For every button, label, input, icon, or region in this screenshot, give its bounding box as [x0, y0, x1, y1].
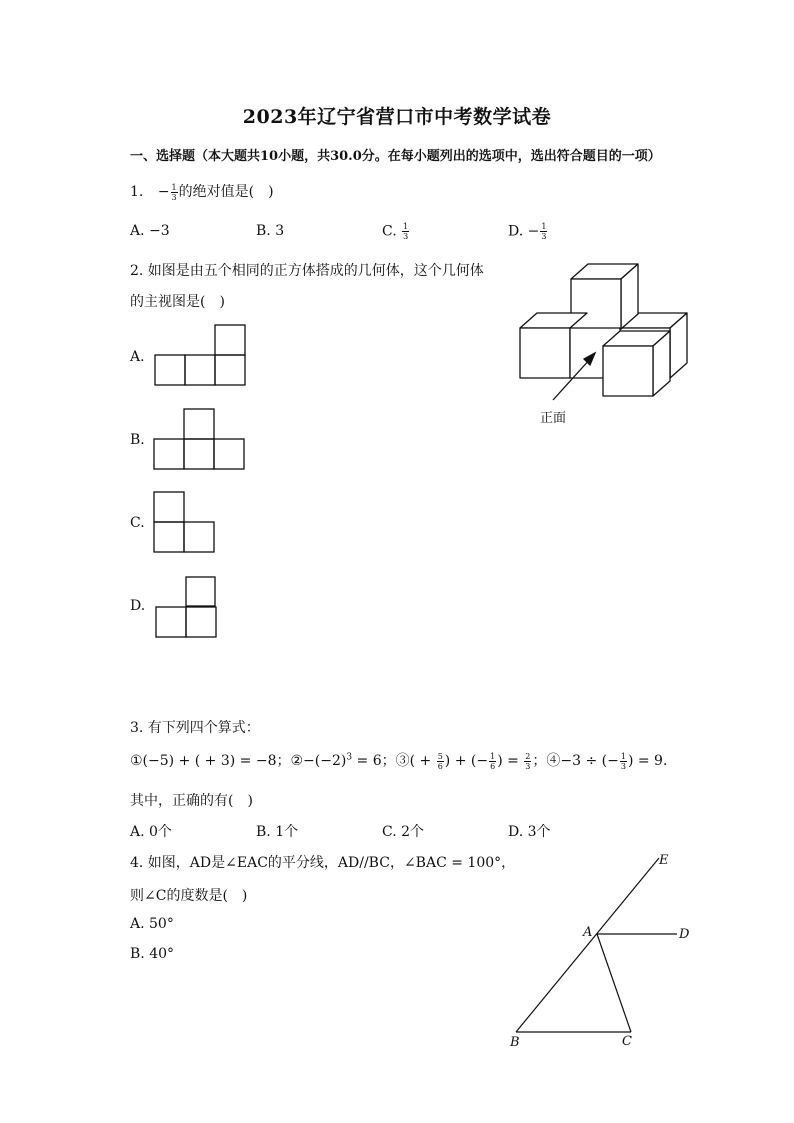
q1-number: 1. — [130, 184, 144, 200]
q4-geometry-figure — [500, 850, 700, 1050]
q2-line1: 2. 如图是由五个相同的正方体搭成的几何体，这个几何体 — [130, 263, 484, 279]
point-c-label: C — [622, 1034, 632, 1049]
q1-option-c-fraction: $\frac{1}{3}$ — [403, 222, 409, 241]
point-d-label: D — [679, 927, 690, 942]
q4-option-a: A. 50° — [130, 916, 174, 932]
q1-fraction: $\frac{1}{3}$ — [171, 182, 177, 202]
q2-cube-figure — [515, 260, 695, 405]
q2-option-a-figure — [154, 324, 246, 386]
q1-minus: − — [157, 184, 170, 200]
q3-line3: 其中，正确的有( ) — [130, 793, 253, 809]
point-b-label: B — [510, 1035, 520, 1050]
q3-expr-3: ③( + $\frac{5}{6}$ ) + (− $\frac{1}{6}$ ) = $\frac{2}{3}$ ； — [395, 751, 547, 771]
q3-option-b: B. 1个 — [256, 824, 299, 840]
q2-option-c-figure — [153, 491, 215, 553]
q1-option-d: D. − $\frac{1}{3}$ — [508, 222, 547, 241]
q4-line2: 则∠C的度数是( ) — [130, 888, 248, 904]
q2-line2: 的主视图是( ) — [130, 294, 225, 310]
q3-option-a: A. 0个 — [130, 824, 172, 840]
q3-expr-2: $②-(-2)^3 = 6$； — [290, 752, 396, 769]
q3-expressions — [130, 750, 667, 771]
q3-line1: 3. 有下列四个算式： — [130, 720, 260, 736]
page-title: 2023年辽宁省营口市中考数学试卷 — [242, 106, 552, 128]
question-1 — [130, 181, 274, 202]
q2-option-d-label: D. — [130, 598, 146, 614]
section-heading: 一、选择题（本大题共10小题，共30.0分。在每小题列出的选项中，选出符合题目的一项） — [130, 149, 661, 164]
q1-option-c: C. $\frac{1}{3}$ — [382, 222, 409, 241]
point-e-label: E — [659, 853, 669, 868]
q1-option-d-fraction: $\frac{1}{3}$ — [541, 222, 547, 241]
line-be — [516, 858, 659, 1032]
q3-option-c: C. 2个 — [382, 824, 425, 840]
q3-expr-1: ①(−5) + ( + 3) = −8； — [130, 753, 291, 769]
q3-expr-4: ④−3 ÷ (− $\frac{1}{3}$ ) = 9. — [546, 751, 668, 771]
q3-option-d: D. 3个 — [508, 824, 551, 840]
line-ac — [597, 934, 631, 1032]
q2-option-c-label: C. — [130, 515, 145, 531]
q2-option-a-label: A. — [130, 349, 145, 365]
q2-option-b-label: B. — [130, 432, 145, 448]
point-a-label: A — [583, 925, 593, 940]
q4-line1: 4. 如图，AD是∠EAC的平分线，AD//BC，∠BAC = 100°， — [130, 855, 516, 871]
front-view-label: 正面 — [540, 411, 567, 426]
q2-option-b-figure — [153, 408, 245, 470]
q1-text: 的绝对值是( ) — [178, 184, 274, 200]
q1-option-b: B. 3 — [256, 223, 285, 239]
q4-option-b: B. 40° — [130, 946, 175, 962]
q2-option-d-figure — [155, 576, 217, 638]
q1-option-a: A. −3 — [130, 223, 170, 239]
